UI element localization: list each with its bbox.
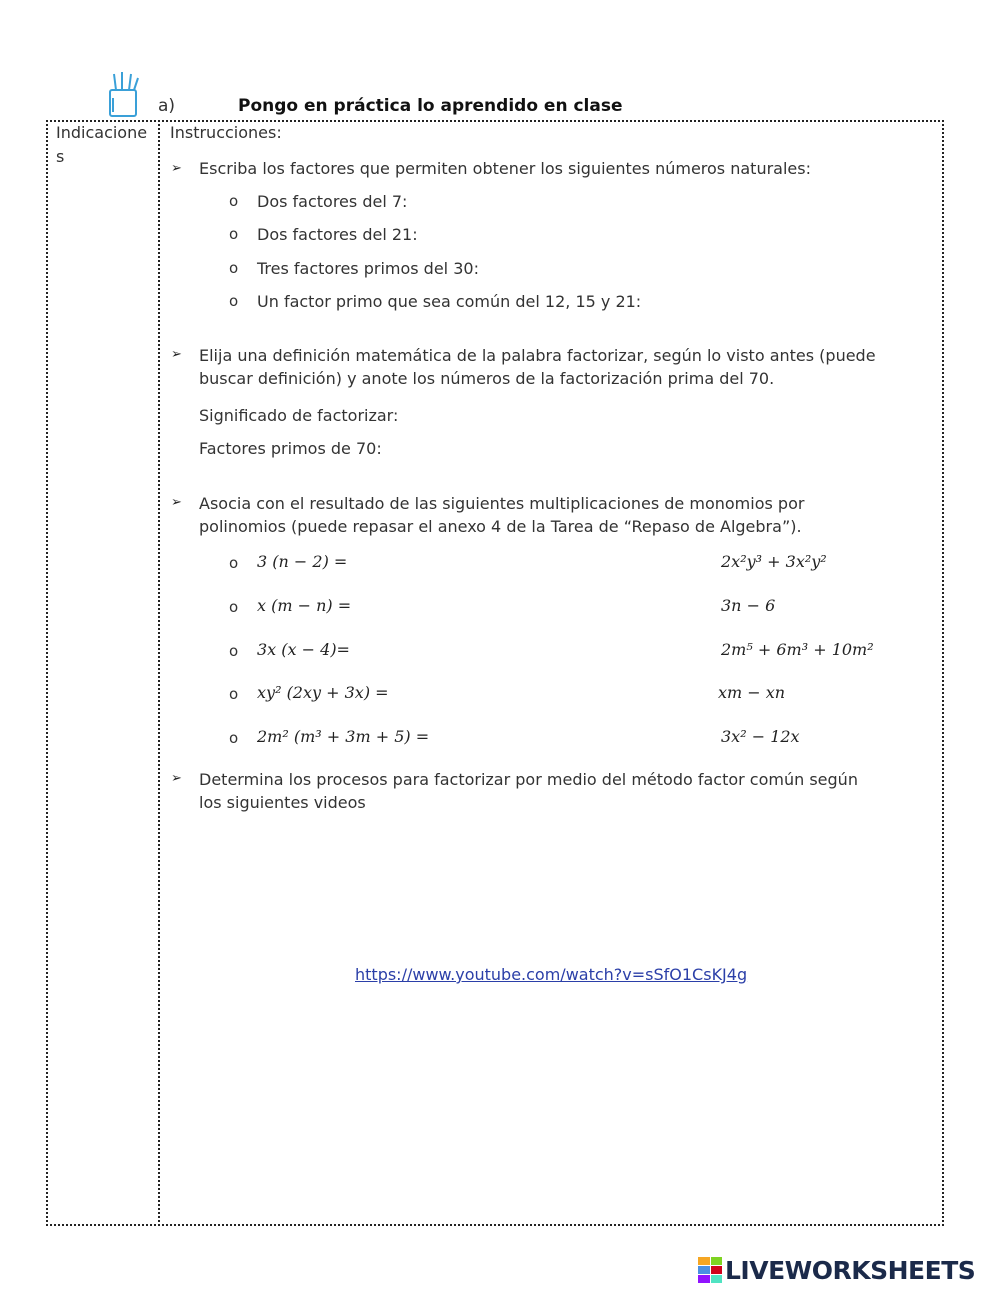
section-title: Pongo en práctica lo aprendido en clase xyxy=(238,96,623,116)
math-expression-left: 3x (x − 4)= xyxy=(257,640,350,659)
logo-block xyxy=(698,1275,710,1283)
logo-block xyxy=(711,1275,723,1283)
item4-line2: los siguientes videos xyxy=(199,793,366,812)
math-expression-right: 2x²y³ + 3x²y² xyxy=(721,552,827,571)
arrow-bullet-icon: ➢ xyxy=(171,495,182,510)
item1-subitem: Dos factores del 7: xyxy=(257,192,408,211)
circle-bullet-icon: o xyxy=(229,292,239,310)
instructions-table xyxy=(46,120,944,1226)
item2-line2: buscar definición) y anote los números de la factorización prima del 70. xyxy=(199,369,775,388)
logo-block xyxy=(698,1266,710,1274)
column-divider xyxy=(158,120,160,1226)
logo-block xyxy=(711,1257,723,1265)
arrow-bullet-icon: ➢ xyxy=(171,161,182,176)
math-expression-left: xy² (2xy + 3x) = xyxy=(257,683,389,702)
item1-subitem: Un factor primo que sea común del 12, 15 y 21: xyxy=(257,292,642,311)
math-expression-left: x (m − n) = xyxy=(257,596,352,615)
instructions-heading: Instrucciones: xyxy=(170,123,282,142)
math-expression-left: 2m² (m³ + 3m + 5) = xyxy=(257,727,430,746)
item1-subitem: Tres factores primos del 30: xyxy=(257,259,479,278)
math-expression-right: 3n − 6 xyxy=(721,596,776,615)
arrow-bullet-icon: ➢ xyxy=(171,347,182,362)
arrow-bullet-icon: ➢ xyxy=(171,771,182,786)
indicaciones-label: Indicaciones xyxy=(56,123,148,166)
brand-text: LIVEWORKSHEETS xyxy=(725,1255,976,1285)
math-expression-right: 2m⁵ + 6m³ + 10m² xyxy=(721,640,874,659)
circle-bullet-icon: o xyxy=(229,642,239,660)
section-letter: a) xyxy=(158,96,176,116)
significado-label: Significado de factorizar: xyxy=(199,406,399,425)
item3-line1: Asocia con el resultado de las siguientes multiplicaciones de monomios por xyxy=(199,494,805,513)
logo-block xyxy=(711,1266,723,1274)
item1-text: Escriba los factores que permiten obtener los siguientes números naturales: xyxy=(199,159,811,178)
circle-bullet-icon: o xyxy=(229,729,239,747)
circle-bullet-icon: o xyxy=(229,554,239,572)
circle-bullet-icon: o xyxy=(229,685,239,703)
circle-bullet-icon: o xyxy=(229,598,239,616)
liveworksheets-logo-icon xyxy=(698,1257,722,1283)
circle-bullet-icon: o xyxy=(229,225,239,243)
circle-bullet-icon: o xyxy=(229,259,239,277)
math-expression-right: 3x² − 12x xyxy=(721,727,800,746)
pencil-cup-icon xyxy=(104,68,144,120)
youtube-video-link[interactable]: https://www.youtube.com/watch?v=sSfO1CsKJ4g xyxy=(355,965,748,984)
logo-block xyxy=(698,1257,710,1265)
math-expression-right: xm − xn xyxy=(718,683,786,702)
item2-line1: Elija una definición matemática de la palabra factorizar, según lo visto antes (puede xyxy=(199,346,876,365)
item3-line2: polinomios (puede repasar el anexo 4 de la Tarea de “Repaso de Algebra”). xyxy=(199,517,802,536)
liveworksheets-brand[interactable] xyxy=(698,1254,975,1286)
item4-line1: Determina los procesos para factorizar por medio del método factor común según xyxy=(199,770,858,789)
math-expression-left: 3 (n − 2) = xyxy=(257,552,348,571)
item1-subitem: Dos factores del 21: xyxy=(257,225,418,244)
factores-label: Factores primos de 70: xyxy=(199,439,382,458)
circle-bullet-icon: o xyxy=(229,192,239,210)
